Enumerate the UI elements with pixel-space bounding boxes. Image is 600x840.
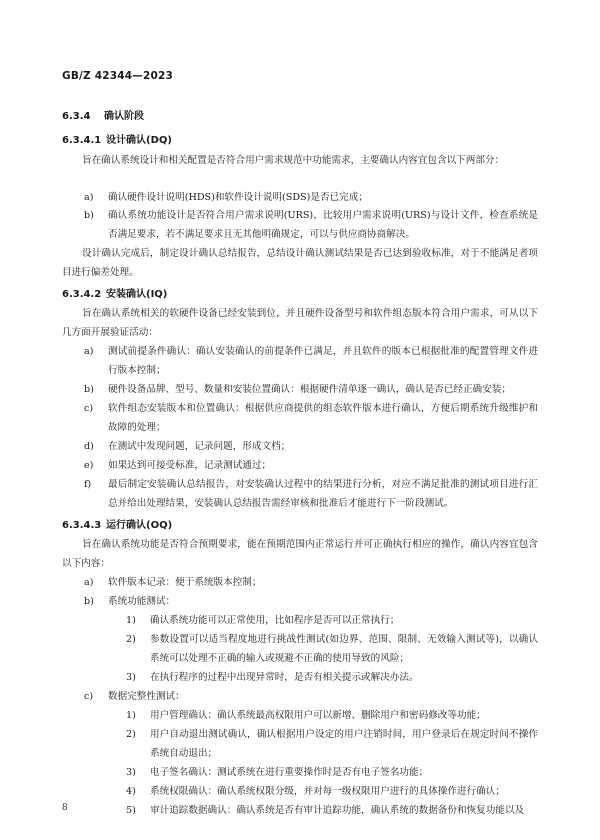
iq-item-d: [84, 437, 538, 456]
oq-b-sub-3: [126, 668, 538, 687]
list-marker: e): [84, 460, 94, 471]
oq-c-sub-5: [126, 801, 538, 820]
list-marker: 3): [126, 672, 136, 683]
iq-item-e: [84, 456, 538, 475]
dq-number: 6.3.4.1: [62, 135, 102, 146]
list-marker: 1): [126, 710, 136, 721]
iq-number: 6.3.4.2: [62, 289, 102, 300]
iq-heading: [62, 285, 167, 300]
oq-heading: [62, 516, 172, 531]
list-item-text: 用户管理确认：确认系统最高权限用户可以新增、删除用户和密码修改等功能；: [150, 710, 486, 721]
list-item-text: 用户自动退出测试确认，确认根据用户设定的用户注销时间，用户登录后在规定时间不操作系统自动退出；: [150, 729, 538, 759]
iq-intro: 旨在确认系统相关的软硬件设备已经安装到位，并且硬件设备型号和软件组态版本符合用户需求，可从以下几方面开展验证活动：: [62, 308, 538, 338]
oq-c-sub-3: [126, 763, 538, 782]
list-item-text: 测试前提条件确认：确认安装确认的前提条件已满足，并且软件的版本已根据批准的配置管理文件进行版本控制；: [108, 346, 538, 376]
standard-number: GB/Z 42344—2023: [62, 70, 173, 82]
iq-item-b: [84, 380, 538, 399]
list-marker: b): [84, 384, 94, 395]
dq-item-a: [84, 188, 538, 207]
section-number: 6.3.4: [62, 111, 91, 122]
iq-item-a: [84, 342, 538, 380]
dq-item-b: [84, 206, 538, 244]
list-item-text: 在执行程序的过程中出现异常时，是否有相关提示或解决办法。: [150, 672, 419, 683]
iq-item-c: [84, 399, 538, 437]
list-item-text: 软件版本记录：便于系统版本控制；: [108, 577, 262, 588]
list-marker: d): [84, 441, 94, 452]
list-item-text: 确认系统功能设计是否符合用户需求说明(URS)，比较用户需求说明(URS)与设计文件，检查系统是否满足要求，若不满足要求且无其他明确规定，可以与供应商协商解决。: [108, 210, 538, 240]
oq-c-sub-2: [126, 725, 538, 763]
oq-c-sub-4: [126, 782, 538, 801]
oq-c-sub-1: [126, 706, 538, 725]
oq-item-a: [84, 573, 538, 592]
oq-item-b: [84, 592, 538, 611]
list-item-text: 最后制定安装确认总结报告，对安装确认过程中的结果进行分析，对应不满足批准的测试项目进行汇总并给出处理结果，安装确认总结报告需经审核和批准后才能进行下一阶段测试。: [108, 479, 538, 509]
list-item-text: 硬件设备品牌、型号、数量和安装位置确认：根据硬件清单逐一确认，确认是否已经正确安装；: [108, 384, 511, 395]
list-marker: a): [84, 192, 94, 203]
list-item-text: 在测试中发现问题，记录问题，形成文档；: [108, 441, 291, 452]
list-item-text: 如果达到可接受标准，记录测试通过；: [108, 460, 272, 471]
dq-heading: [62, 131, 172, 146]
list-item-text: 系统权限确认：确认系统权限分级，并对每一级权限用户进行的具体操作进行确认；: [150, 786, 505, 797]
list-marker: c): [84, 691, 94, 702]
section-heading: [62, 107, 144, 122]
dq-title: 设计确认(DQ): [106, 135, 172, 146]
list-marker: b): [84, 596, 94, 607]
list-marker: 3): [126, 767, 136, 778]
oq-b-sub-1: [126, 611, 538, 630]
iq-title: 安装确认(IQ): [106, 289, 168, 300]
list-marker: 2): [126, 634, 136, 645]
list-marker: 5): [126, 805, 136, 816]
list-marker: 4): [126, 786, 136, 797]
oq-title: 运行确认(OQ): [106, 520, 173, 531]
list-item-text: 软件组态安装版本和位置确认：根据供应商提供的组态软件版本进行确认，方便后期系统升级维护和故障的处理；: [108, 403, 538, 433]
list-marker: a): [84, 346, 94, 357]
oq-b-sub-2: [126, 630, 538, 668]
dq-intro: 旨在确认系统设计和相关配置是否符合用户需求规范中功能需求，主要确认内容宜包含以下两部分：: [82, 155, 505, 166]
page-number: 8: [62, 803, 68, 813]
list-marker: a): [84, 577, 94, 588]
list-item-text: 参数设置可以适当程度地进行挑战性测试(如边界、范围、限制、无效输入测试等)，以确认系统可以处理不正确的输入或规避不正确的使用导致的风险；: [150, 634, 538, 664]
list-marker: 1): [126, 615, 136, 626]
list-marker: f): [84, 479, 92, 490]
list-item-text: 数据完整性测试：: [108, 691, 185, 702]
list-marker: 2): [126, 729, 136, 740]
oq-number: 6.3.4.3: [62, 520, 102, 531]
list-item-text: 确认硬件设计说明(HDS)和软件设计说明(SDS)是否已完成；: [108, 192, 368, 203]
list-item-text: 审计追踪数据确认：确认系统是否有审计追踪功能，确认系统的数据备份和恢复功能以及: [150, 805, 525, 816]
oq-intro: 旨在确认系统功能是否符合预期要求，能在预期范围内正常运行并可正确执行相应的操作，确认内容宜包含以下内容：: [62, 539, 538, 569]
list-marker: c): [84, 403, 94, 414]
list-marker: b): [84, 210, 94, 221]
section-title: 确认阶段: [104, 111, 144, 122]
dq-closing: 设计确认完成后，制定设计确认总结报告，总结设计确认测试结果是否已达到验收标准，对于不能满足者项目进行偏差处理。: [62, 248, 538, 278]
oq-item-c: [84, 687, 538, 706]
list-item-text: 电子签名确认：测试系统在进行重要操作时是否有电子签名功能；: [150, 767, 429, 778]
iq-item-f: [84, 475, 538, 513]
list-item-text: 确认系统功能可以正常使用，比如程序是否可以正常执行；: [150, 615, 400, 626]
list-item-text: 系统功能测试：: [108, 596, 176, 607]
